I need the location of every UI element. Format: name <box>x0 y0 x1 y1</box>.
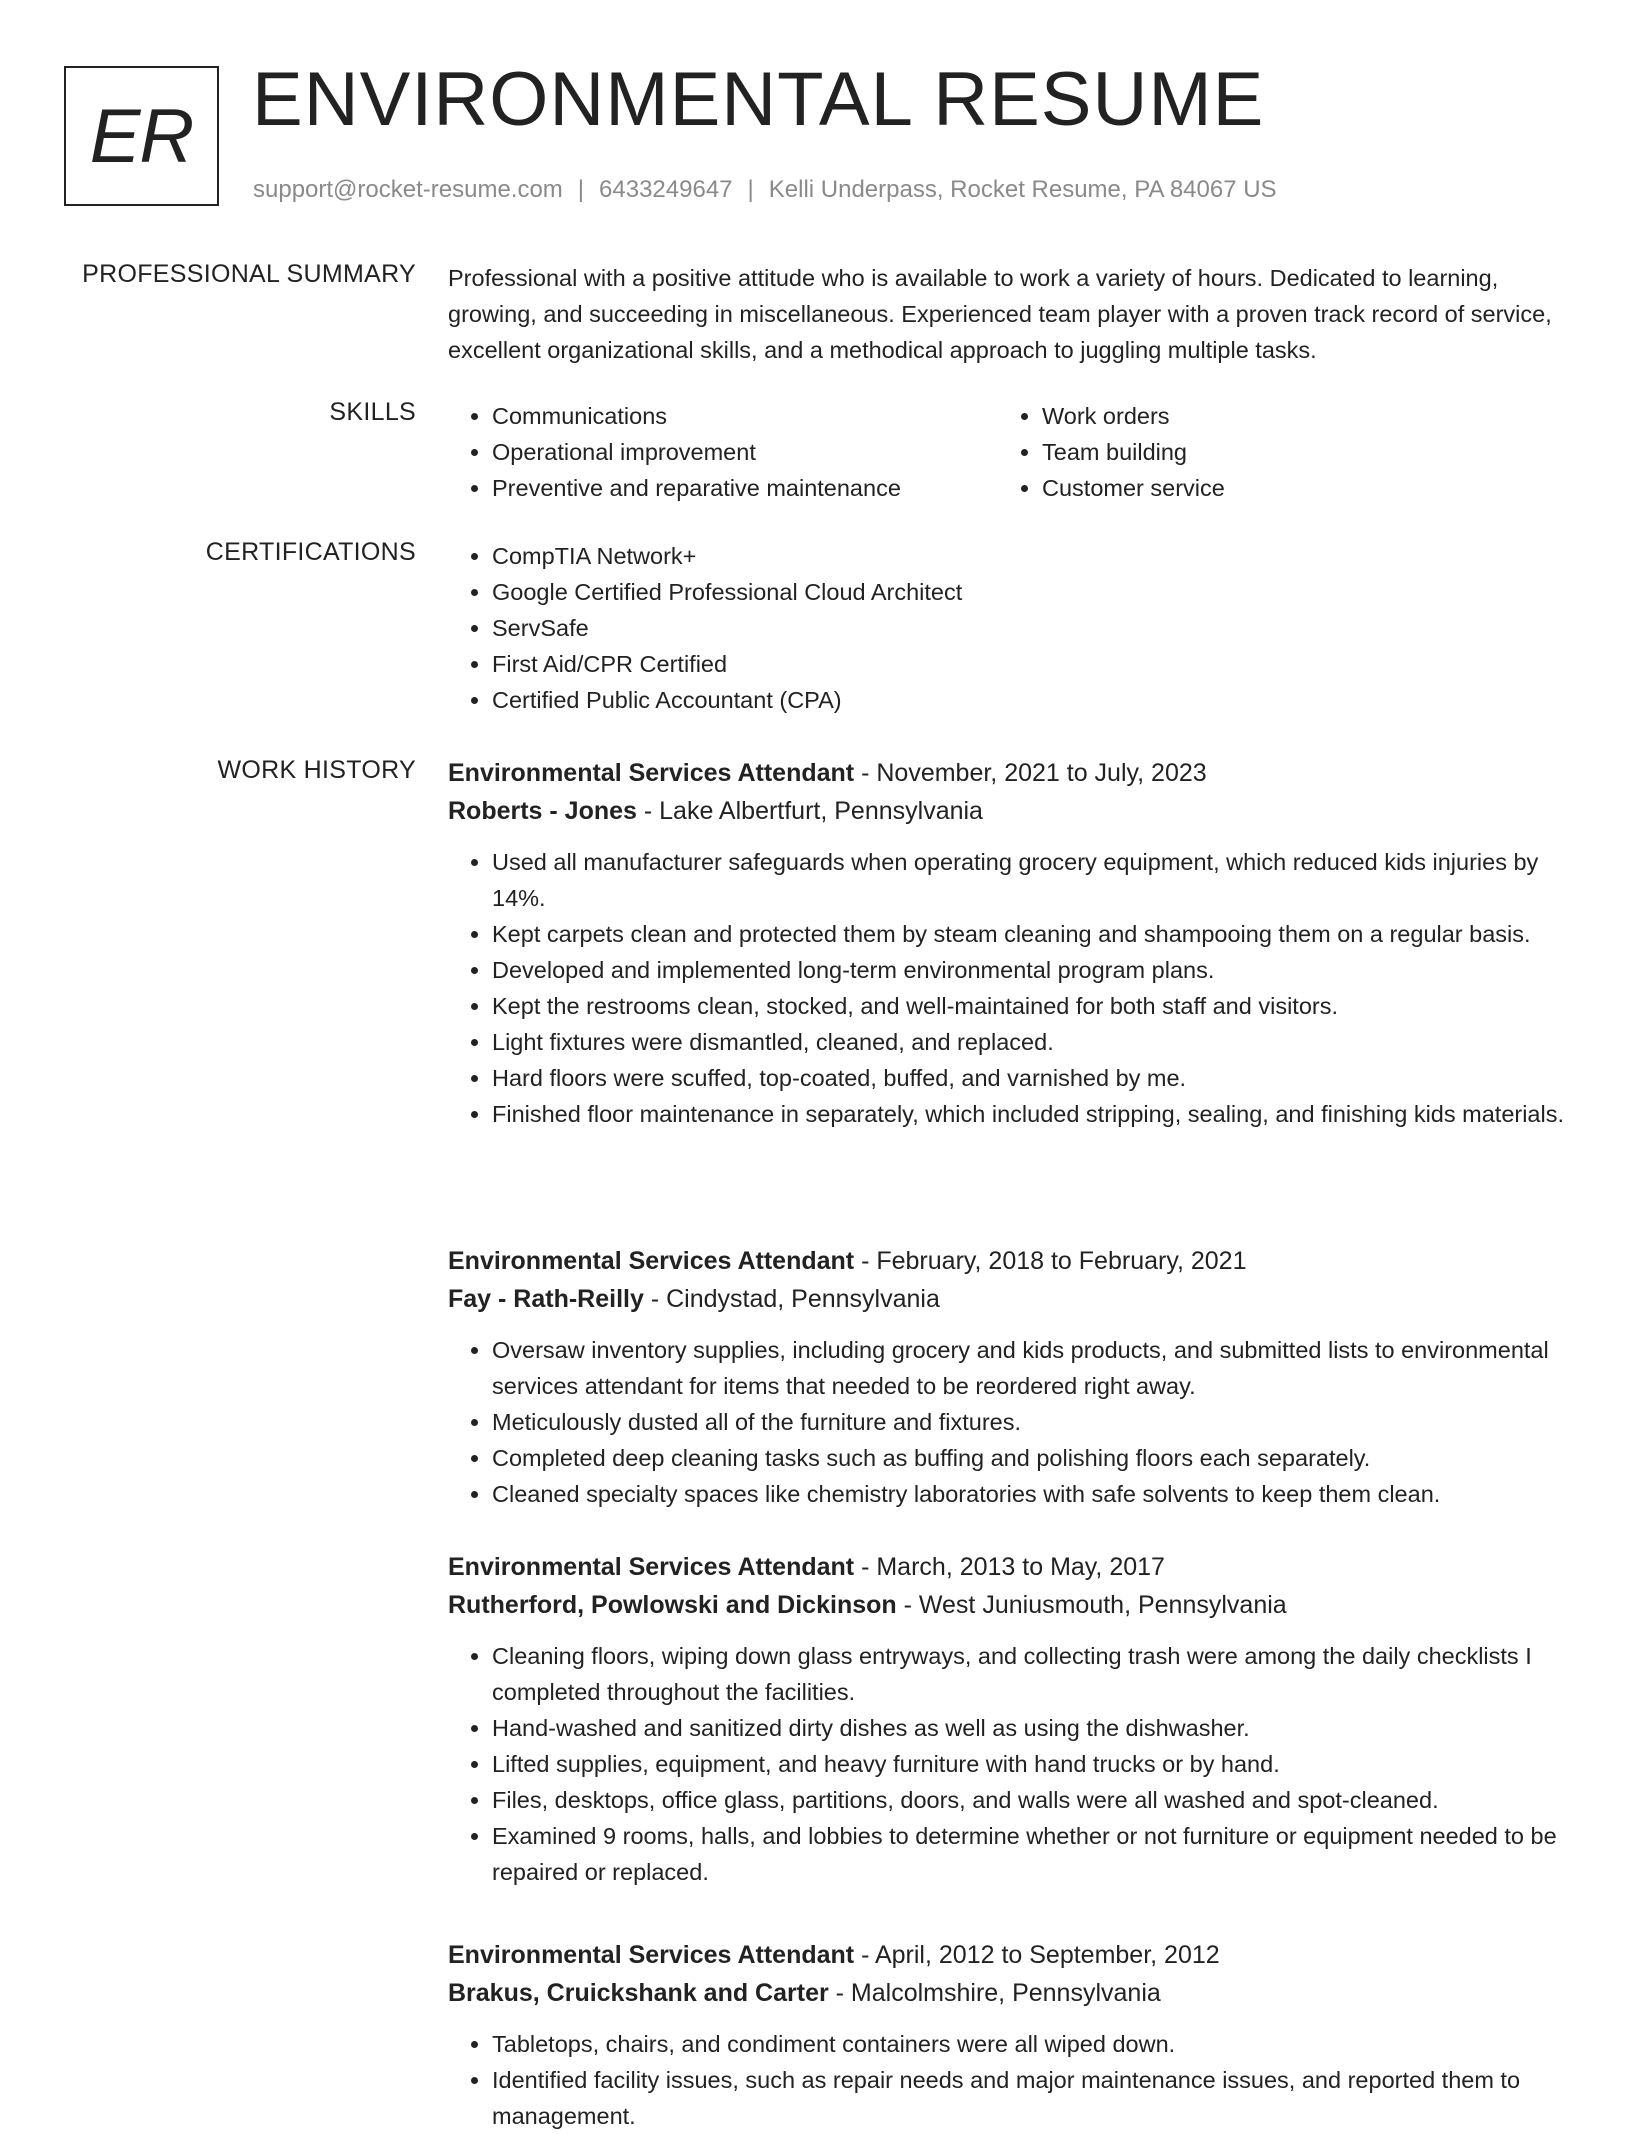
job-location: - Cindystad, Pennsylvania <box>643 1285 940 1313</box>
job-dates: - March, 2013 to May, 2017 <box>854 1553 1165 1581</box>
list-item: • Certified Public Accountant (CPA) <box>492 682 1568 718</box>
list-item: • Cleaning floors, wiping down glass entryways, and collecting trash were among the daily checklists I completed throughout the facilities. <box>492 1638 1568 1710</box>
job-duties-list <box>448 844 1568 1132</box>
job-company: Brakus, Cruickshank and Carter <box>448 1979 829 2007</box>
job-title: Environmental Services Attendant <box>448 1941 855 1969</box>
list-item: • Operational improvement <box>492 434 998 470</box>
job-entry <box>448 1242 1568 1512</box>
list-item: • Hand-washed and sanitized dirty dishes as well as using the dishwasher. <box>492 1710 1568 1746</box>
list-item: • Identified facility issues, such as repair needs and major maintenance issues, and reported them to management. <box>492 2062 1568 2134</box>
job-company: Fay - Rath-Reilly <box>448 1285 644 1313</box>
certifications-body <box>448 538 1568 718</box>
job-title-line <box>448 1936 1568 1974</box>
list-item: • Communications <box>492 398 998 434</box>
job-location: - Lake Albertfurt, Pennsylvania <box>636 797 983 825</box>
section-heading-certifications: CERTIFICATIONS <box>205 538 416 566</box>
job-duties-list <box>448 1638 1568 1890</box>
job-location: - Malcolmshire, Pennsylvania <box>828 1979 1161 2007</box>
job-title: Environmental Services Attendant <box>448 759 855 787</box>
contact-line <box>253 174 1277 206</box>
job-title: Environmental Services Attendant <box>448 1247 855 1275</box>
job-duties-list <box>448 2026 1568 2134</box>
skills-list-left <box>448 398 998 506</box>
section-heading-work-history: WORK HISTORY <box>217 756 416 784</box>
contact-phone[interactable]: 6433249647 <box>599 176 733 203</box>
job-dates: - February, 2018 to February, 2021 <box>854 1247 1247 1275</box>
list-item: • Used all manufacturer safeguards when operating grocery equipment, which reduced kids injuries by 14%. <box>492 844 1568 916</box>
contact-address: Kelli Underpass, Rocket Resume, PA 84067 US <box>768 176 1277 203</box>
job-dates: - November, 2021 to July, 2023 <box>854 759 1207 787</box>
list-item: • ServSafe <box>492 610 1568 646</box>
job-title-line <box>448 754 1568 792</box>
job-title-line <box>448 1242 1568 1280</box>
list-item: • First Aid/CPR Certified <box>492 646 1568 682</box>
resume-title: ENVIRONMENTAL RESUME <box>252 57 1265 142</box>
skills-columns <box>448 398 1568 506</box>
list-item: • Examined 9 rooms, halls, and lobbies to determine whether or not furniture or equipment needed to be repaired or replaced. <box>492 1818 1568 1890</box>
job-dates: - April, 2012 to September, 2012 <box>854 1941 1220 1969</box>
monogram-initials: ER <box>89 93 194 179</box>
job-company-line <box>448 1280 1568 1318</box>
list-item: • Light fixtures were dismantled, cleaned, and replaced. <box>492 1024 1568 1060</box>
list-item: • Meticulously dusted all of the furniture and fixtures. <box>492 1404 1568 1440</box>
list-item: • Kept the restrooms clean, stocked, and well-maintained for both staff and visitors. <box>492 988 1568 1024</box>
job-location: - West Juniusmouth, Pennsylvania <box>896 1591 1287 1619</box>
job-company-line <box>448 1586 1568 1624</box>
list-item: • Lifted supplies, equipment, and heavy furniture with hand trucks or by hand. <box>492 1746 1568 1782</box>
list-item: • Google Certified Professional Cloud Architect <box>492 574 1568 610</box>
section-heading-skills: SKILLS <box>329 398 416 426</box>
certifications-list <box>448 538 1568 718</box>
list-item: • CompTIA Network+ <box>492 538 1568 574</box>
job-title-line <box>448 1548 1568 1586</box>
skills-body <box>448 398 1568 506</box>
job-company: Roberts - Jones <box>448 797 637 825</box>
job-duties-list <box>448 1332 1568 1512</box>
list-item: • Cleaned specialty spaces like chemistry laboratories with safe solvents to keep them clean. <box>492 1476 1568 1512</box>
job-entry <box>448 754 1568 1132</box>
list-item: • Team building <box>1042 434 1548 470</box>
list-item: • Preventive and reparative maintenance <box>492 470 998 506</box>
list-item: • Kept carpets clean and protected them by steam cleaning and shampooing them on a regular basis. <box>492 916 1568 952</box>
summary-body <box>448 260 1568 368</box>
job-company: Rutherford, Powlowski and Dickinson <box>448 1591 897 1619</box>
list-item: • Hard floors were scuffed, top-coated, buffed, and varnished by me. <box>492 1060 1568 1096</box>
list-item: • Tabletops, chairs, and condiment containers were all wiped down. <box>492 2026 1568 2062</box>
list-item: • Work orders <box>1042 398 1548 434</box>
contact-separator: | <box>577 176 585 203</box>
list-item: • Files, desktops, office glass, partitions, doors, and walls were all washed and spot-cleaned. <box>492 1782 1568 1818</box>
skills-column-right <box>998 398 1548 506</box>
list-item: • Completed deep cleaning tasks such as buffing and polishing floors each separately. <box>492 1440 1568 1476</box>
list-item: • Oversaw inventory supplies, including grocery and kids products, and submitted lists to environmental services attendant for items that needed to be reordered right away. <box>492 1332 1568 1404</box>
job-title: Environmental Services Attendant <box>448 1553 855 1581</box>
contact-email[interactable]: support@rocket-resume.com <box>253 176 563 203</box>
job-entry <box>448 1548 1568 1890</box>
job-company-line <box>448 792 1568 830</box>
contact-separator: | <box>747 176 754 203</box>
list-item: • Developed and implemented long-term environmental program plans. <box>492 952 1568 988</box>
section-heading-summary: PROFESSIONAL SUMMARY <box>82 260 416 288</box>
list-item: • Finished floor maintenance in separately, which included stripping, sealing, and finishing kids materials. <box>492 1096 1568 1132</box>
list-item: • Customer service <box>1042 470 1548 506</box>
job-company-line <box>448 1974 1568 2012</box>
summary-text: Professional with a positive attitude who is available to work a variety of hours. Dedicated to learning, growing, and succeeding in miscellaneous. Experienced team player with a proven track record of service, excellent organizational skills, and a methodical approach to juggling multiple tasks. <box>448 265 1552 363</box>
job-entry <box>448 1936 1568 2134</box>
monogram-badge <box>64 66 219 206</box>
skills-column-left <box>448 398 998 506</box>
skills-list-right <box>998 398 1548 506</box>
